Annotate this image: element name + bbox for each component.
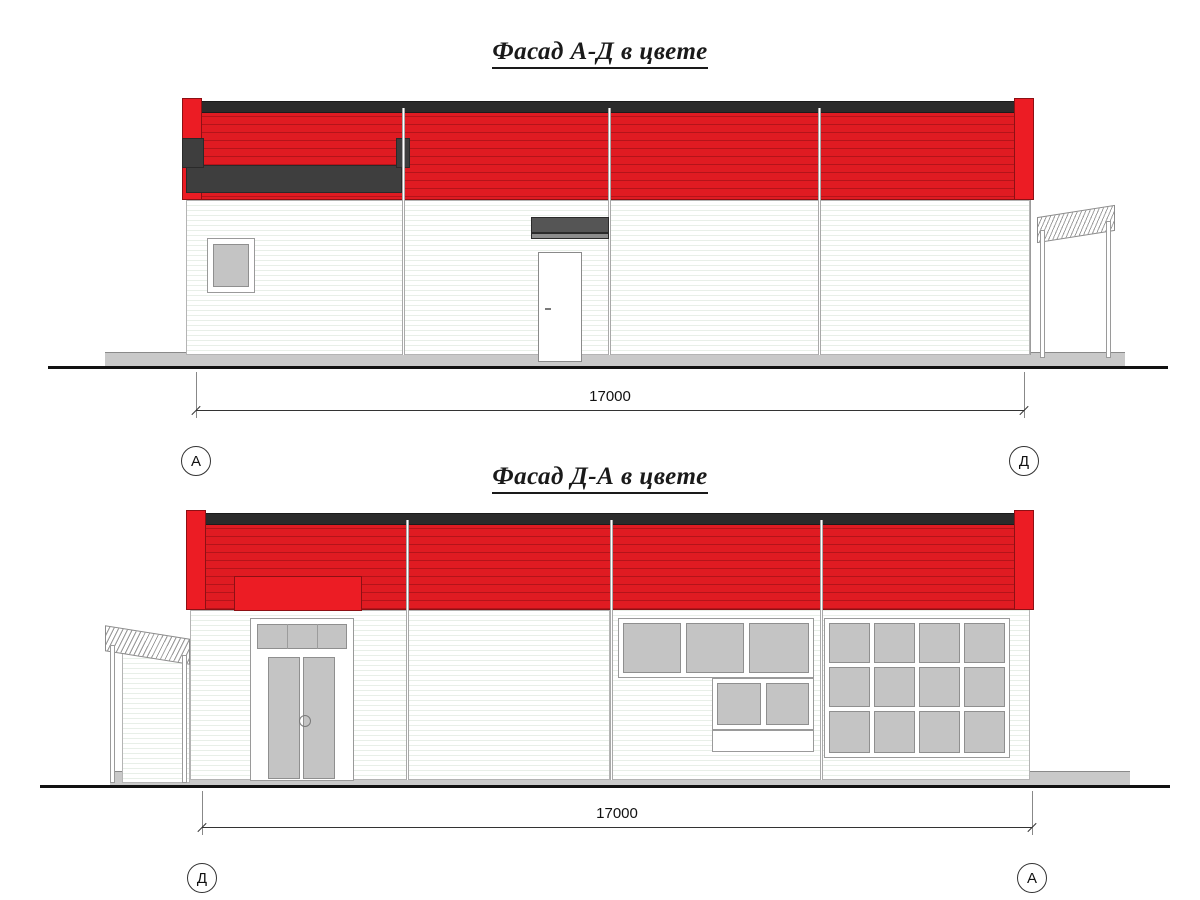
entrance-door: [538, 252, 582, 362]
shopfront-pane: [749, 623, 809, 673]
glazing-pane: [919, 623, 960, 663]
shopfront-pane: [686, 623, 744, 673]
signboard-band: [186, 165, 402, 193]
elevation-2-title-text: Фасад Д-А в цвете: [492, 463, 707, 494]
glazing-pane: [964, 667, 1005, 707]
axis-bubble-right: А: [1017, 863, 1047, 893]
awning-post: [182, 655, 187, 783]
window-glass: [213, 244, 249, 287]
dim-value: 17000: [589, 388, 631, 405]
corner-pilaster-right: [1014, 510, 1034, 610]
panel-seam: [820, 520, 823, 780]
panel-seam: [406, 520, 409, 780]
transom-mullion: [287, 624, 288, 649]
axis-bubble-left: Д: [187, 863, 217, 893]
door-handle: [545, 308, 551, 310]
glazing-pane: [829, 667, 870, 707]
elevation-1-title: [0, 38, 1200, 66]
elevation-facade-d-a: [0, 505, 1200, 887]
side-awning: [1037, 205, 1115, 243]
dim-extension-right: [1032, 791, 1033, 835]
entrance-door-handle: [299, 715, 311, 727]
glazing-pane: [829, 711, 870, 753]
glazing-pane: [919, 711, 960, 753]
glazing-pane: [964, 623, 1005, 663]
transom-mullion: [317, 624, 318, 649]
dim-extension-right: [1024, 372, 1025, 418]
entrance-sign-panel: [234, 576, 362, 611]
dim-line: [202, 827, 1032, 828]
panel-seam: [610, 520, 613, 780]
panel-seam-thin: [1030, 200, 1031, 355]
shopfront-pane: [766, 683, 809, 725]
door-canopy-shadow: [531, 233, 609, 239]
glazing-pane: [964, 711, 1005, 753]
dim-extension-left: [196, 372, 197, 418]
awning-post: [110, 645, 115, 783]
glazing-pane: [874, 623, 915, 663]
shopfront-pane: [623, 623, 681, 673]
glazing-pane: [874, 667, 915, 707]
panel-seam: [818, 108, 821, 355]
ground-line: [48, 366, 1168, 369]
ground-line: [40, 785, 1170, 788]
elevation-facade-a-d: [0, 80, 1200, 470]
shopfront-sill-frame: [712, 730, 814, 752]
glazing-pane: [874, 711, 915, 753]
dim-value: 17000: [596, 805, 638, 822]
corner-pilaster-right: [1014, 98, 1034, 200]
axis-bubble-left: А: [181, 446, 211, 476]
corner-pilaster-left: [186, 510, 206, 610]
elevation-2-title: [0, 463, 1200, 491]
door-canopy: [531, 217, 609, 233]
shopfront-pane: [717, 683, 761, 725]
awning-post: [1040, 230, 1045, 358]
awning-post: [1106, 221, 1111, 358]
glazing-pane: [829, 623, 870, 663]
elevation-1-title-text: Фасад А-Д в цвете: [492, 38, 707, 69]
wall-siding-left-low: [122, 653, 190, 783]
entrance-transom-glass: [257, 624, 347, 649]
glazing-pane: [919, 667, 960, 707]
dim-line: [196, 410, 1024, 411]
panel-seam: [402, 108, 405, 355]
entrance-door-leaf-left: [268, 657, 300, 779]
dim-extension-left: [202, 791, 203, 835]
axis-bubble-right: Д: [1009, 446, 1039, 476]
signboard-accent-left: [182, 138, 204, 168]
